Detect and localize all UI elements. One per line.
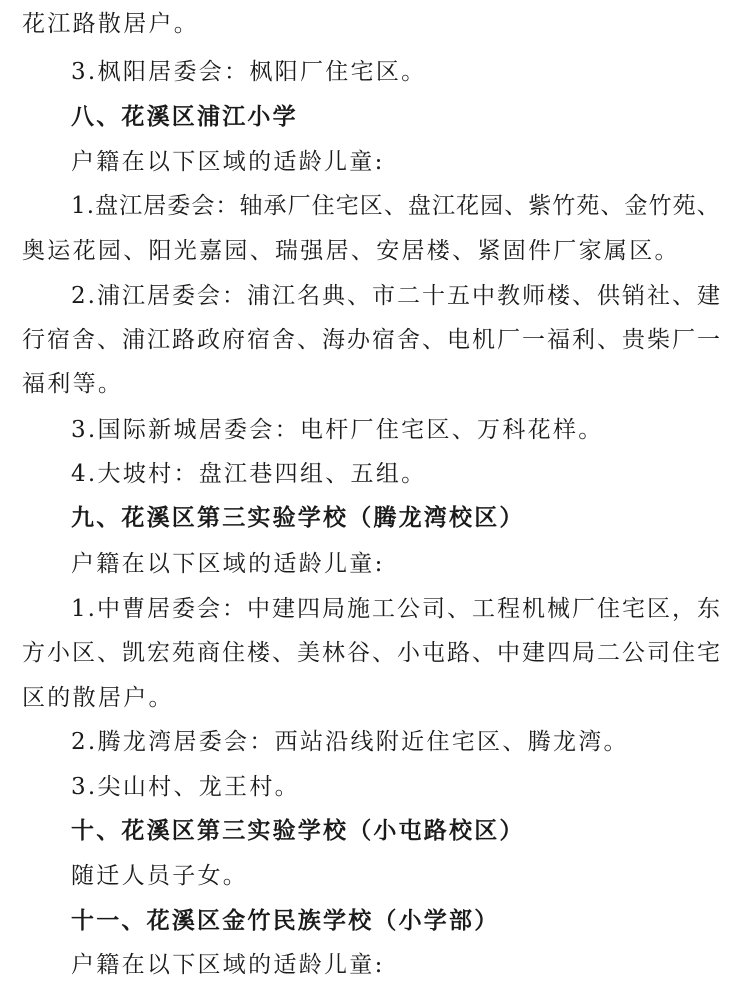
list-item-pujiang-line2: 行 宿 舍 、 浦 江 路 政 府 宿 舍 、 海 办 宿 舍 、 电 机 厂 一 福 利 、 贵 柴 厂 一 [22,327,720,353]
paragraph-eligibility: 户籍在以下区域的适龄儿童: [71,551,385,577]
section-heading-9: 九、花溪区第三实验学校（腾龙湾校区） [71,505,525,531]
list-item-zhongcao-line2: 方 小 区 、 凯 宏 苑 商 住 楼 、 美 林 谷 、 小 屯 路 、 中 建 四 局 二 公 司 住 宅 [22,640,720,666]
list-item-panjiang-line2: 奥运花园、阳光嘉园、瑞强居、安居楼、紧固件厂家属区。 [22,238,680,264]
list-item-pujiang-line3: 福利等。 [22,371,124,397]
section-heading-10: 十、花溪区第三实验学校（小屯路校区） [71,818,525,844]
paragraph-eligibility: 户籍在以下区域的适龄儿童: [71,149,385,175]
list-item-guoji: 3.国际新城居委会：电杆厂住宅区、万科花样。 [71,417,604,443]
list-item-zhongcao-line3: 区的散居户。 [22,685,174,711]
list-item-tenglongwan: 2.腾龙湾居委会：西站沿线附近住宅区、腾龙湾。 [71,729,629,755]
list-item-zhongcao-line1: 1 . 中 曹 居 委 会 ： 中 建 四 局 施 工 公 司 、 工 程 机 械 厂 住 宅 区 ， 东 [71,596,720,622]
body-line-continuation: 花江路散居户。 [22,11,200,37]
list-item-pujiang-line1: 2 . 浦 江 居 委 会 ： 浦 江 名 典 、 市 二 十 五 中 教 师 楼 、 供 销 社 、 建 [71,283,720,309]
list-item-dapo: 4.大坡村：盘江巷四组、五组。 [71,461,427,487]
section-heading-11: 十一、花溪区金竹民族学校（小学部） [71,908,500,934]
list-item-fengyang: 3.枫阳居委会：枫阳厂住宅区。 [71,59,427,85]
list-item-panjiang-line1: 1 . 盘 江 居 委 会 ： 轴 承 厂 住 宅 区 、 盘 江 花 园 、 紫 竹 苑 、 金 竹 苑 、 [71,193,720,219]
section-heading-8: 八、花溪区浦江小学 [71,104,298,130]
paragraph-migrant-children: 随迁人员子女。 [71,863,249,889]
paragraph-eligibility: 户籍在以下区域的适龄儿童: [71,952,385,978]
list-item-jianshan: 3.尖山村、龙王村。 [71,774,300,800]
